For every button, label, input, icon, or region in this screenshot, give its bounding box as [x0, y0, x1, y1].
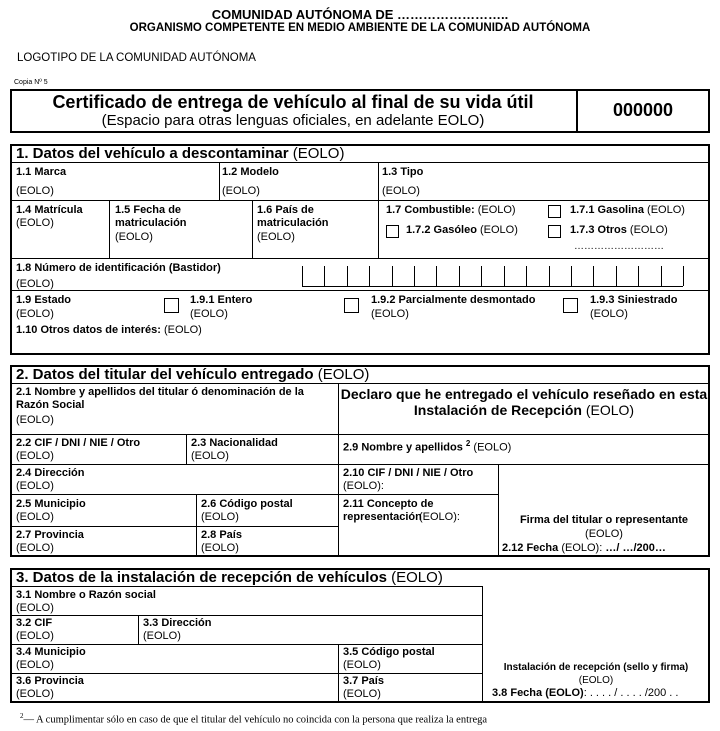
section-3-title: 3. Datos de la instalación de recepción de vehículos (EOLO) — [16, 569, 443, 586]
value-marca: (EOLO) — [16, 185, 54, 197]
label-marca: 1.1 Marca — [16, 166, 67, 178]
value-estado: (EOLO) — [16, 308, 54, 320]
section-2-title: 2. Datos del titular del vehículo entregado (EOLO) — [16, 366, 370, 383]
label-tipo: 1.3 Tipo — [382, 166, 424, 178]
value-bastidor: (EOLO) — [16, 278, 54, 290]
option-gasoleo: 1.7.2 Gasóleo (EOLO) — [406, 224, 518, 236]
option-otros: 1.7.3 Otros (EOLO) — [570, 224, 668, 236]
declaration-text: Declaro que he entregado el vehículo reseñado en esta Instalación de Recepción (EOLO) — [340, 386, 708, 418]
label-direccion-3: 3.3 Dirección — [143, 617, 212, 629]
value-firma-titular: (EOLO) — [585, 528, 623, 540]
label-municipio: 2.5 Municipio — [16, 498, 86, 510]
value-entero: (EOLO) — [190, 308, 228, 320]
label-pais-matriculacion: 1.6 País de matriculación — [257, 204, 329, 229]
vin-divider — [369, 266, 370, 286]
value-pais: (EOLO) — [201, 542, 239, 554]
vin-divider — [302, 266, 303, 286]
certificate-subtitle: (Espacio para otras lenguas oficiales, en adelante EOLO) — [101, 112, 485, 129]
label-matricula: 1.4 Matrícula — [16, 204, 83, 216]
label-bastidor: 1.8 Número de identificación (Bastidor) — [16, 262, 221, 274]
option-entero: 1.9.1 Entero — [190, 294, 253, 306]
label-sello-firma: Instalación de recepción (sello y firma) — [503, 662, 689, 673]
label-direccion: 2.4 Dirección — [16, 467, 85, 479]
vin-divider — [571, 266, 572, 286]
value-tipo: (EOLO) — [382, 185, 420, 197]
vin-input-grid[interactable] — [302, 266, 683, 287]
checkbox-gasolina[interactable] — [548, 205, 561, 218]
checkbox-entero[interactable] — [164, 298, 179, 313]
label-fecha-38: 3.8 Fecha (EOLO): . . . . / . . . . /200 . . — [492, 687, 679, 699]
copy-number: Copia Nº 5 — [14, 79, 48, 86]
vin-divider — [459, 266, 460, 286]
value-municipio: (EOLO) — [16, 511, 54, 523]
checkbox-parcial[interactable] — [344, 298, 359, 313]
value-siniestrado: (EOLO) — [590, 308, 628, 320]
value-codigo-postal: (EOLO) — [201, 511, 239, 523]
label-concepto: 2.11 Concepto de representación — [343, 498, 434, 523]
label-fecha-212: 2.12 Fecha (EOLO): …/ …/200… — [502, 542, 666, 554]
vin-divider — [593, 266, 594, 286]
option-parcial: 1.9.2 Parcialmente desmontado — [371, 294, 536, 306]
value-cif: (EOLO) — [16, 450, 54, 462]
value-nacionalidad: (EOLO) — [191, 450, 229, 462]
value-cif-3: (EOLO) — [16, 630, 54, 642]
vin-divider — [414, 266, 415, 286]
label-cif-3: 3.2 CIF — [16, 617, 53, 629]
label-estado: 1.9 Estado — [16, 294, 72, 306]
label-titular-nombre: 2.1 Nombre y apellidos del titular ó denominación de la Razón Social — [16, 386, 304, 411]
vin-divider — [638, 266, 639, 286]
checkbox-gasoleo[interactable] — [386, 225, 399, 238]
vin-divider — [549, 266, 550, 286]
header-region: COMUNIDAD AUTÓNOMA DE …………………….. — [211, 7, 509, 22]
label-codigo-postal: 2.6 Código postal — [201, 498, 293, 510]
value-pais-matriculacion: (EOLO) — [257, 231, 295, 243]
value-fecha-matriculacion: (EOLO) — [115, 231, 153, 243]
value-provincia-3: (EOLO) — [16, 688, 54, 700]
value-razon-social: (EOLO) — [16, 602, 54, 614]
vin-divider — [324, 266, 325, 286]
value-municipio-3: (EOLO) — [16, 659, 54, 671]
vin-divider — [436, 266, 437, 286]
label-razon-social: 3.1 Nombre o Razón social — [16, 589, 156, 601]
value-cif-210: (EOLO): — [343, 480, 384, 492]
label-cif-210: 2.10 CIF / DNI / NIE / Otro — [343, 467, 474, 479]
value-matricula: (EOLO) — [16, 217, 54, 229]
label-firma-titular: Firma del titular o representante — [519, 514, 689, 526]
label-modelo: 1.2 Modelo — [222, 166, 279, 178]
logo-placeholder: LOGOTIPO DE LA COMUNIDAD AUTÓNOMA — [17, 52, 256, 64]
vin-divider — [481, 266, 482, 286]
label-cp-3: 3.5 Código postal — [343, 646, 435, 658]
certificate-title: Certificado de entrega de vehículo al final de su vida útil — [52, 92, 534, 112]
vin-divider — [347, 266, 348, 286]
value-pais-3: (EOLO) — [343, 688, 381, 700]
section-1-title: 1. Datos del vehículo a descontaminar (EOLO) — [16, 145, 345, 162]
value-direccion-3: (EOLO) — [143, 630, 181, 642]
value-concepto: (EOLO): — [419, 511, 460, 523]
header-organism: ORGANISMO COMPETENTE EN MEDIO AMBIENTE DE LA COMUNIDAD AUTÓNOMA — [129, 22, 591, 34]
vin-divider — [392, 266, 393, 286]
label-nombre-29: 2.9 Nombre y apellidos $^2$ (EOLO) — [343, 439, 512, 454]
footnote: $^2$— A cumplimentar sólo en caso de que el titular del vehículo no coincida con la persona que realiza la entrega — [20, 712, 488, 726]
checkbox-otros[interactable] — [548, 225, 561, 238]
vin-divider — [683, 266, 684, 286]
value-sello-firma: (EOLO) — [578, 675, 614, 686]
label-provincia: 2.7 Provincia — [16, 529, 84, 541]
value-parcial: (EOLO) — [371, 308, 409, 320]
vin-divider — [661, 266, 662, 286]
vin-divider — [504, 266, 505, 286]
label-otros-datos: 1.10 Otros datos de interés: (EOLO) — [16, 324, 202, 336]
label-fecha-matriculacion: 1.5 Fecha de matriculación — [115, 204, 187, 229]
label-provincia-3: 3.6 Provincia — [16, 675, 84, 687]
value-provincia: (EOLO) — [16, 542, 54, 554]
option-siniestrado: 1.9.3 Siniestrado — [590, 294, 678, 306]
vin-divider — [616, 266, 617, 286]
label-cif: 2.2 CIF / DNI / NIE / Otro — [16, 437, 141, 449]
label-pais-3: 3.7 País — [343, 675, 384, 687]
label-municipio-3: 3.4 Municipio — [16, 646, 86, 658]
value-titular-nombre: (EOLO) — [16, 414, 54, 426]
value-direccion: (EOLO) — [16, 480, 54, 492]
checkbox-siniestrado[interactable] — [563, 298, 578, 313]
vin-divider — [526, 266, 527, 286]
value-cp-3: (EOLO) — [343, 659, 381, 671]
value-modelo: (EOLO) — [222, 185, 260, 197]
label-pais: 2.8 País — [201, 529, 242, 541]
certificate-number: 000000 — [612, 100, 674, 120]
label-combustible: 1.7 Combustible: (EOLO) — [386, 204, 516, 216]
otros-dots: ……………………… — [574, 241, 664, 252]
label-nacionalidad: 2.3 Nacionalidad — [191, 437, 278, 449]
option-gasolina: 1.7.1 Gasolina (EOLO) — [570, 204, 685, 216]
